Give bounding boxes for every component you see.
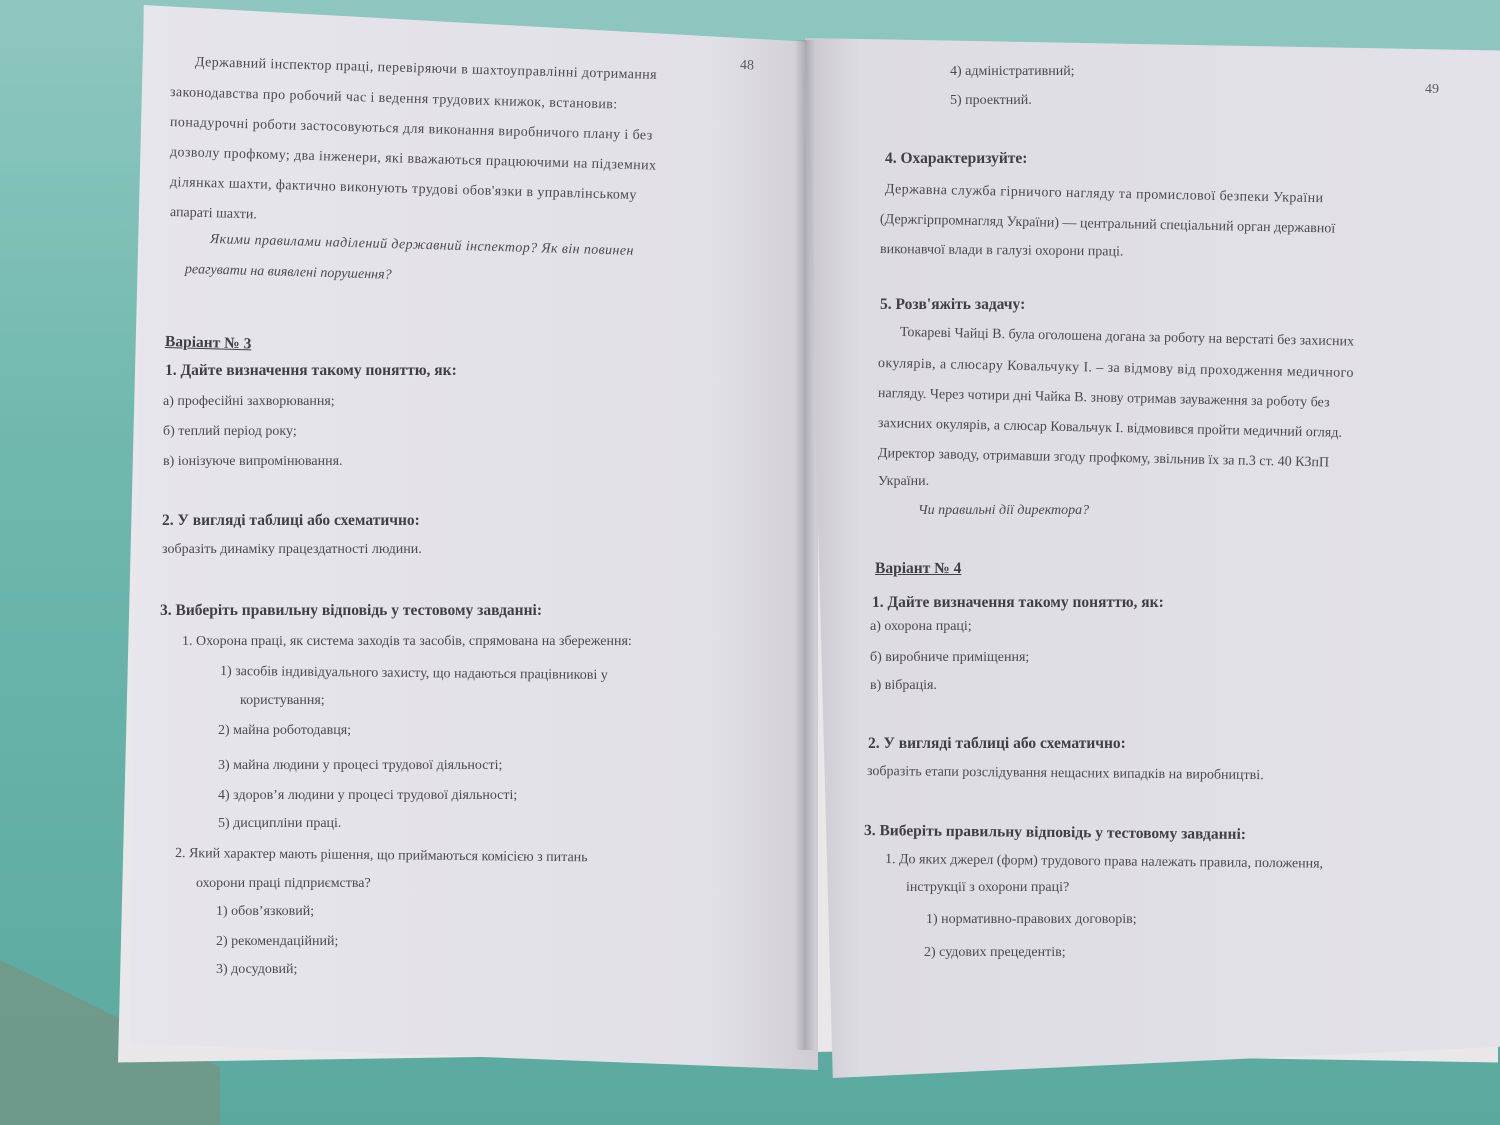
case-paragraph-line: ділянках шахти, фактично виконують трудові обов'язки в управлінському	[169, 175, 637, 204]
v3-q5-line: окулярів, а слюсару Ковальчуку І. – за відмову від проходження медичного	[877, 356, 1354, 381]
v3-q5-line: нагляду. Через чотири дні Чайка В. знову отримав зауваження за роботу без	[877, 386, 1330, 411]
v4-q1-title: 1. Дайте визначення такому поняттю, як:	[872, 594, 1164, 611]
case-paragraph-line: апараті шахти.	[169, 205, 258, 223]
v4-test1-option: 2) судових прецедентів;	[924, 945, 1066, 960]
v3-q2-title: 2. У вигляді таблиці або схематично:	[162, 512, 420, 529]
book-gutter	[795, 40, 815, 1050]
v4-test1-option: 1) нормативно-правових договорів;	[926, 912, 1137, 927]
case-question-line: реагувати на виявлені порушення?	[184, 262, 392, 283]
v3-q5-title: 5. Розв'яжіть задачу:	[880, 296, 1026, 313]
v3-q4-line: (Держгірпромнагляд України) — центральний спеціальний орган державної	[879, 212, 1336, 237]
case-paragraph-line: Державний інспектор праці, перевіряючи в шахтоуправлінні дотримання	[194, 55, 658, 83]
v4-q1-item: а) охорона праці;	[870, 619, 972, 634]
v3-test1-option: користування;	[240, 693, 325, 708]
v3-q1-item: а) професійні захворювання;	[163, 394, 335, 409]
v3-q4-line: Державна служба гірничого нагляду та промислової безпеки України	[884, 182, 1324, 207]
v3-test2-option: 3) досудовий;	[216, 962, 298, 977]
v4-test1-question: інструкції з охорони праці?	[906, 880, 1070, 895]
v3-q1-item: в) іонізуюче випромінювання.	[163, 454, 343, 469]
v3-q4-title: 4. Охарактеризуйте:	[885, 150, 1028, 167]
v3-test2-question: охорони праці підприємства?	[196, 876, 371, 891]
v3-test1-option: 2) майна роботодавця;	[218, 723, 352, 738]
v4-q2-title: 2. У вигляді таблиці або схематично:	[868, 735, 1126, 752]
v3-q5-line: Токареві Чайці В. була оголошена догана за роботу на верстаті без захисних	[899, 325, 1355, 350]
page-number-left: 48	[739, 58, 755, 74]
v3-test1-option: 4) здоров’я людини у процесі трудової діяльності;	[218, 788, 518, 803]
v3-q5-line: України.	[878, 474, 930, 489]
v3-test1-option: 1) засобів індивідуального захисту, що надаються працівникові у	[219, 664, 608, 684]
v3-q1-item: б) теплий період року;	[163, 424, 297, 439]
v4-q1-item: б) виробниче приміщення;	[870, 650, 1030, 665]
v3-q5-line: Директор заводу, отримавши згоду профкому, звільнив їх за п.3 ст. 40 КЗпП	[877, 446, 1330, 471]
v3-q5-line: захисних окулярів, а слюсар Ковальчук І. відмовився пройти медичний огляд.	[877, 416, 1343, 441]
variant-3-title: Варіант № 3	[164, 333, 252, 353]
variant-4-title: Варіант № 4	[875, 560, 962, 577]
v3-q5-question: Чи правильні дії директора?	[918, 503, 1090, 518]
v4-q1-item: в) вібрація.	[870, 678, 937, 693]
v4-test1-question: 1. До яких джерел (форм) трудового права належать правила, положення,	[884, 852, 1324, 872]
case-question-line: Якими правилами наділений державний інспектор? Як він повинен	[209, 232, 635, 259]
v3-q4-line: виконавчої влади в галузі охорони праці.	[879, 242, 1124, 260]
case-paragraph-line: законодавства про робочий час і ведення трудових книжок, встановив:	[169, 85, 618, 113]
v3-test1-option: 5) дисципліни праці.	[218, 816, 342, 831]
case-paragraph-line: понадурочні роботи застосовуються для виконання виробничого плану і без	[169, 115, 653, 144]
v3-test2-option: 1) обов’язковий;	[216, 904, 315, 919]
v3-test2-option: 5) проектний.	[950, 93, 1032, 108]
case-paragraph-line: дозволу профкому; два інженери, які вважаються працюючими на підземних	[169, 145, 657, 174]
v3-q1-title: 1. Дайте визначення такому поняттю, як:	[165, 362, 457, 379]
v3-test1-question: 1. Охорона праці, як система заходів та засобів, спрямована на збереження:	[182, 634, 632, 649]
v3-q3-title: 3. Виберіть правильну відповідь у тестовому завданні:	[160, 602, 543, 619]
v4-q3-title: 3. Виберіть правильну відповідь у тестовому завданні:	[863, 822, 1247, 843]
v3-q2-text: зобразіть динаміку працездатності людини.	[162, 542, 422, 557]
v3-test2-question: 2. Який характер мають рішення, що приймаються комісією з питань	[174, 846, 588, 866]
page-number-right: 49	[1425, 82, 1439, 97]
v4-q2-text: зобразіть етапи розслідування нещасних випадків на виробництві.	[866, 764, 1264, 784]
v3-test2-option: 2) рекомендаційний;	[216, 934, 339, 949]
v3-test2-option: 4) адміністративний;	[950, 64, 1075, 79]
v3-test1-option: 3) майна людини у процесі трудової діяльності;	[218, 758, 503, 773]
